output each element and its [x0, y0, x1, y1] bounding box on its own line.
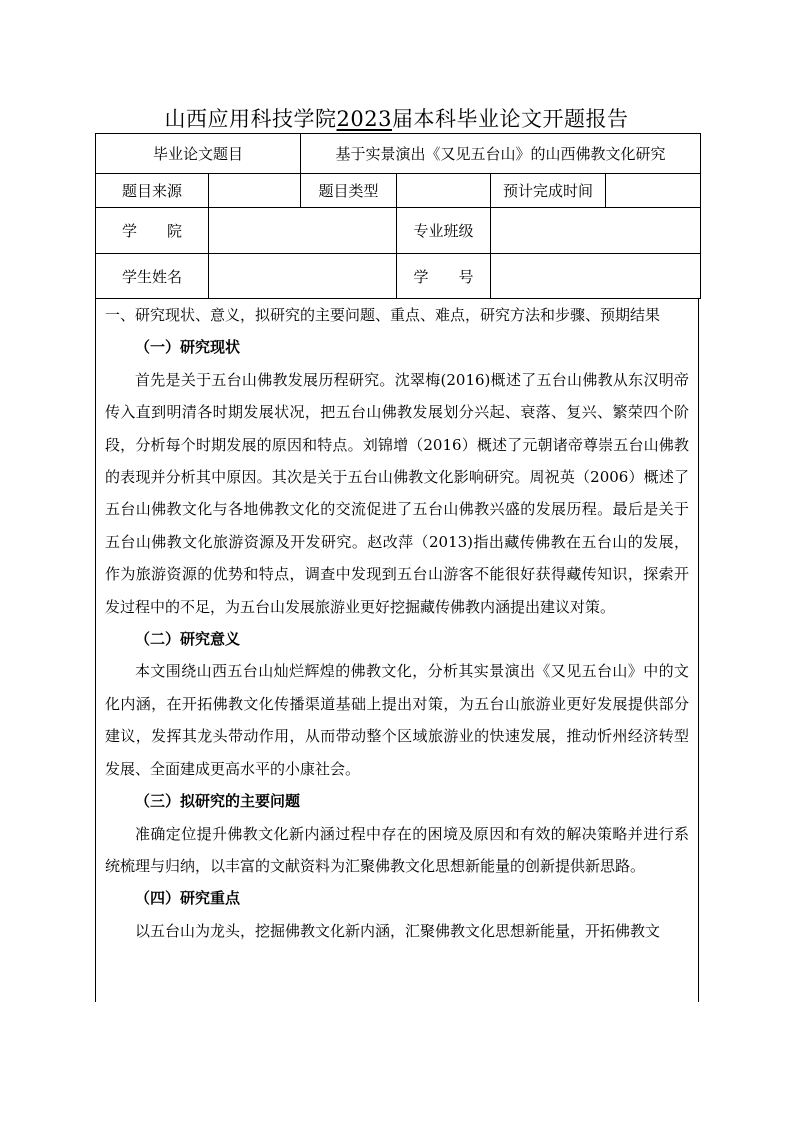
- title-prefix: 山西应用科技学院: [164, 107, 337, 131]
- title-suffix: 届本科毕业论文开题报告: [391, 107, 629, 131]
- thesis-title-row: [96, 134, 701, 174]
- major-label: 专业班级: [397, 208, 491, 254]
- type-value[interactable]: [397, 174, 491, 208]
- name-value[interactable]: [209, 254, 397, 299]
- title-year: 2023: [336, 107, 392, 131]
- name-label: 学生姓名: [96, 254, 209, 299]
- section-heading: （二）研究意义: [135, 630, 241, 649]
- thesis-title-value[interactable]: 基于实景演出《又见五台山》的山西佛教文化研究: [301, 134, 701, 174]
- page-title: [0, 104, 793, 134]
- completion-label: 预计完成时间: [491, 174, 606, 208]
- source-value[interactable]: [209, 174, 301, 208]
- completion-value[interactable]: [606, 174, 701, 208]
- type-label: 题目类型: [301, 174, 397, 208]
- section-intro: 一、研究现状、意义，拟研究的主要问题、重点、难点，研究方法和步骤、预期结果: [105, 306, 661, 324]
- id-label: 学 号: [397, 254, 491, 299]
- college-value[interactable]: [209, 208, 397, 254]
- college-row: [96, 208, 701, 254]
- section-heading: （四）研究重点: [135, 889, 241, 908]
- section-paragraph: 以五台山为龙头，挖掘佛教文化新内涵，汇聚佛教文化思想新能量，开拓佛教文: [135, 921, 661, 940]
- section-heading: （一）研究现状: [135, 338, 241, 357]
- section-paragraph: 准确定位提升佛教文化新内涵过程中存在的困境及原因和有效的解决策略并进行系统梳理与归纳，以丰富的文献资料为汇聚佛教文化思想新能量的创新提供新思路。: [105, 824, 689, 875]
- report-body: [95, 298, 699, 1002]
- id-value[interactable]: [491, 254, 701, 299]
- college-label: 学 院: [96, 208, 209, 254]
- major-value[interactable]: [491, 208, 701, 254]
- thesis-title-label: 毕业论文题目: [96, 134, 301, 174]
- source-label: 题目来源: [96, 174, 209, 208]
- section-paragraph: 本文围绕山西五台山灿烂辉煌的佛教文化，分析其实景演出《又见五台山》中的文化内涵，在开拓佛教文化传播渠道基础上提出对策，为五台山旅游业更好发展提供部分建议，发挥其龙头带动作用，从而带动整个区域旅游业的快速发展，推动忻州经济转型发展、全面建成更高水平的小康社会。: [105, 662, 689, 778]
- info-table: [95, 133, 701, 299]
- section-heading: （三）拟研究的主要问题: [135, 792, 301, 811]
- source-type-row: [96, 174, 701, 208]
- section-paragraph: 首先是关于五台山佛教发展历程研究。沈翠梅(2016)概述了五台山佛教从东汉明帝传入直到明清各时期发展状况，把五台山佛教发展划分兴起、衰落、复兴、繁荣四个阶段，分析每个时期发展的原因和特点。刘锦增（2016）概述了元朝诸帝尊崇五台山佛教的表现并分析其中原因。其次是关于五台山佛教文化影响研究。周祝英（2006）概述了五台山佛教文化与各地佛教文化的交流促进了五台山佛教兴盛的发展历程。最后是关于五台山佛教文化旅游资源及开发研究。赵改萍（2013)指出藏传佛教在五台山的发展，作为旅游资源的优势和特点，调查中发现到五台山游客不能很好获得藏传知识，探索开发过程中的不足，为五台山发展旅游业更好挖掘藏传佛教内涵提出建议对策。: [105, 370, 689, 616]
- student-row: [96, 254, 701, 299]
